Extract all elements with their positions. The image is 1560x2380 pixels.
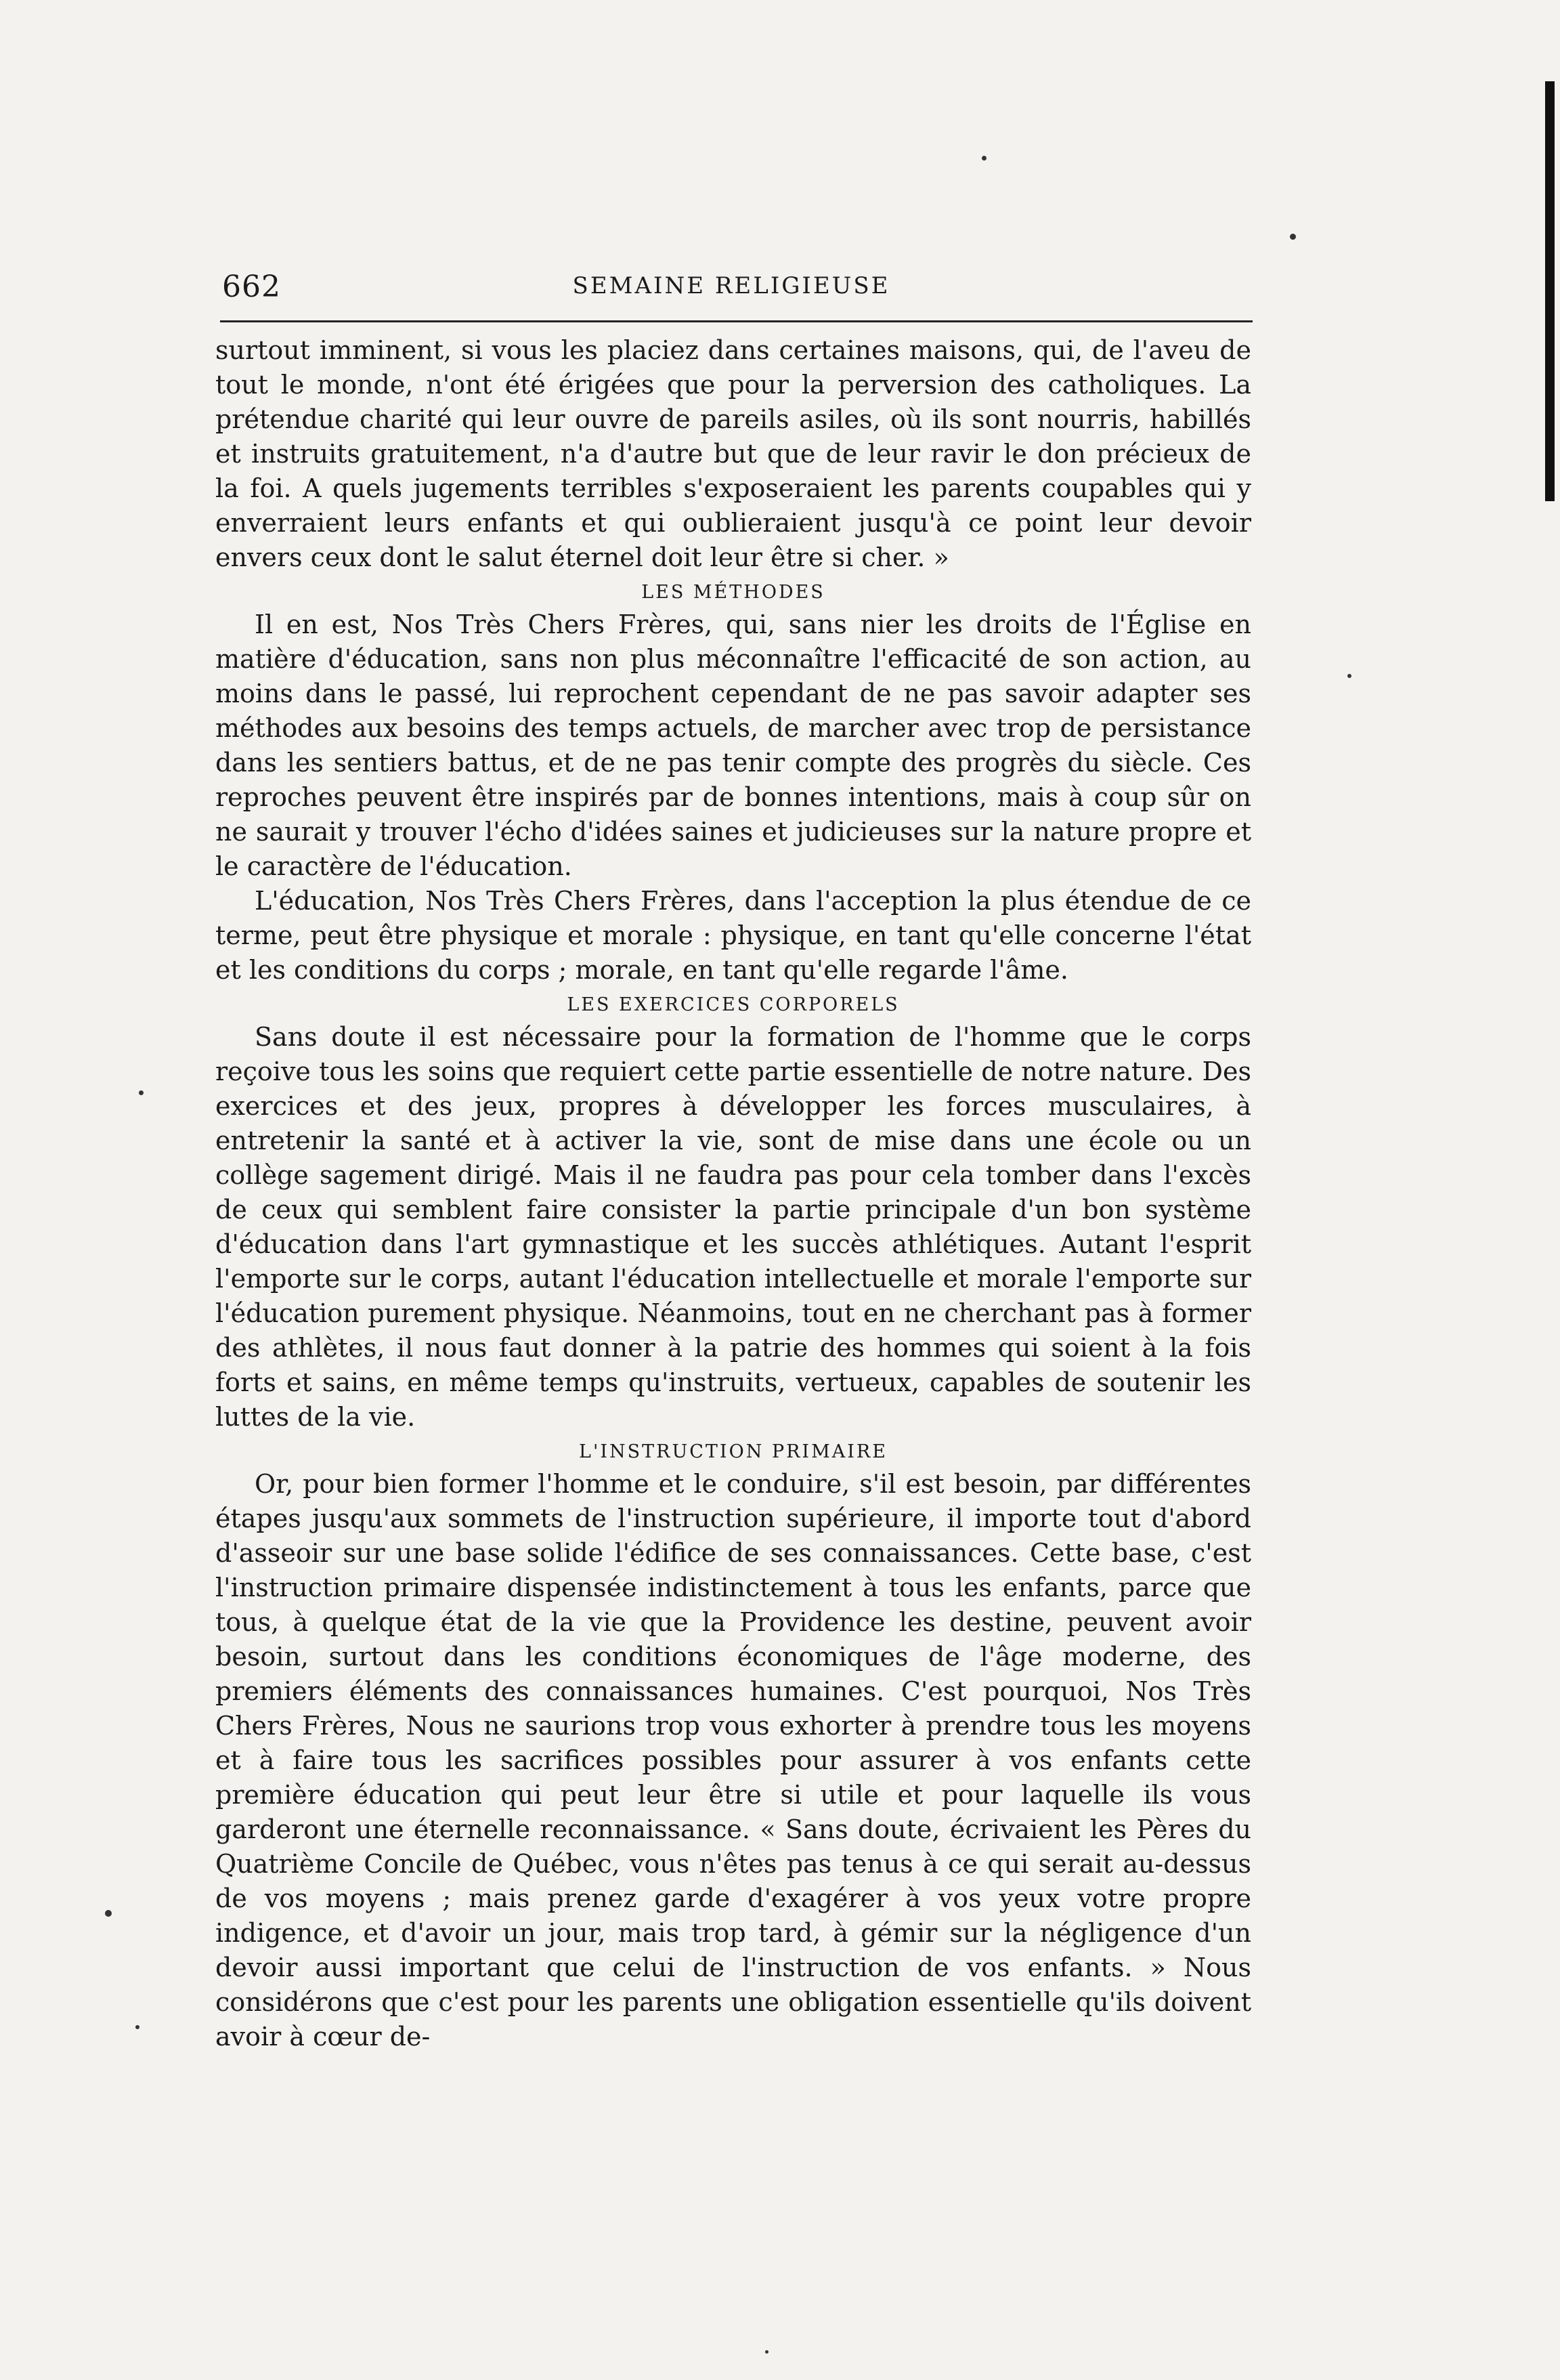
page-number: 662 [222,270,281,304]
paragraph-continuation: surtout imminent, si vous les placiez dans certaines maisons, qui, de l'aveu de tout le monde, n'ont été érigées que pour la perversion des catholiques. La prétendue charité qui leur ouvre de pareils asiles, où ils sont nourris, habillés et instruits gratuitement, n'a d'autre but que de leur ravir le don précieux de la foi. A quels jugements terribles s'exposeraient les parents coupables qui y enverraient leurs enfants et qui oublieraient jusqu'à ce point leur devoir envers ceux dont le salut éternel doit leur être si cher. » [215,335,1251,572]
paragraph-instruction: Or, pour bien former l'homme et le conduire, s'il est besoin, par différentes étapes jusqu'aux sommets de l'instruction supérieure, il importe tout d'abord d'asseoir sur une base solide l'édifice de ses connaissances. Cette base, c'est l'instruction primaire dispensée indistinctement à tous les enfants, parce que tous, à quelque état de la vie que la Providence les destine, peuvent avoir besoin, surtout dans les conditions économiques de l'âge moderne, des premiers éléments des connaissances humaines. C'est pourquoi, Nos Très Chers Frères, Nous ne saurions trop vous exhorter à prendre tous les moyens et à faire tous les sacrifices possibles pour assurer à vos enfants cette première éducation qui peut leur être si utile et pour laquelle ils vous garderont une éternelle reconnaissance. « Sans doute, écrivaient les Pères du Quatrième Concile de Québec, vous n'êtes pas tenus à ce qui serait au-dessus de vos moyens ; mais prenez garde d'exagérer à vos yeux votre propre indigence, et d'avoir un jour, mais trop tard, à gémir sur la négligence d'un devoir aussi important que celui de l'instruction de vos enfants. » Nous considérons que c'est pour les parents une obligation essentielle qu'ils doivent avoir à cœur de- [215,1469,1251,2052]
running-head: SEMAINE RELIGIEUSE [572,272,890,299]
scan-speck [982,156,987,161]
page-header [203,270,1259,310]
paragraph-education: L'éducation, Nos Très Chers Frères, dans l'acception la plus étendue de ce terme, peut être physique et morale : physique, en tant qu'elle concerne l'état et les conditions du corps ; morale, en tant qu'elle regarde l'âme. [215,886,1251,985]
header-rule [220,320,1253,322]
article-body [215,333,1251,2311]
page-edge-shadow [1545,81,1555,501]
scan-speck [765,2350,768,2354]
paragraph-exercices: Sans doute il est nécessaire pour la formation de l'homme que le corps reçoive tous les soins que requiert cette partie essentielle de notre nature. Des exercices et des jeux, propres à développer les forces musculaires, à entretenir la santé et à activer la vie, sont de mise dans une école ou un collège sagement dirigé. Mais il ne faudra pas pour cela tomber dans l'excès de ceux qui semblent faire consister la partie principale d'un bon système d'éducation dans l'art gymnastique et les succès athlétiques. Autant l'esprit l'emporte sur le corps, autant l'éducation intellectuelle et morale l'emporte sur l'éducation purement physique. Néanmoins, tout en ne cherchant pas à former des athlètes, il nous faut donner à la patrie des hommes qui soient à la fois forts et sains, en même temps qu'instruits, vertueux, capables de soutenir les luttes de la vie. [215,1022,1251,1432]
section-heading-exercices: LES EXERCICES CORPORELS [567,994,900,1015]
section-heading-methodes: LES MÉTHODES [641,582,825,603]
section-heading-instruction: L'INSTRUCTION PRIMAIRE [579,1441,888,1462]
scan-speck [1290,234,1296,240]
scan-speck [1347,674,1351,678]
scan-speck [105,1910,112,1917]
paragraph-methodes: Il en est, Nos Très Chers Frères, qui, sans nier les droits de l'Église en matière d'éducation, sans non plus méconnaître l'efficacité de son action, au moins dans le passé, lui reprochent cependant de ne pas savoir adapter ses méthodes aux besoins des temps actuels, de marcher avec trop de persistance dans les sentiers battus, et de ne pas tenir compte des progrès du siècle. Ces reproches peuvent être inspirés par de bonnes intentions, mais à coup sûr on ne saurait y trouver l'écho d'idées saines et judicieuses sur la nature propre et le caractère de l'éducation. [215,610,1251,881]
scan-speck [135,2025,139,2029]
scan-speck [139,1090,144,1095]
